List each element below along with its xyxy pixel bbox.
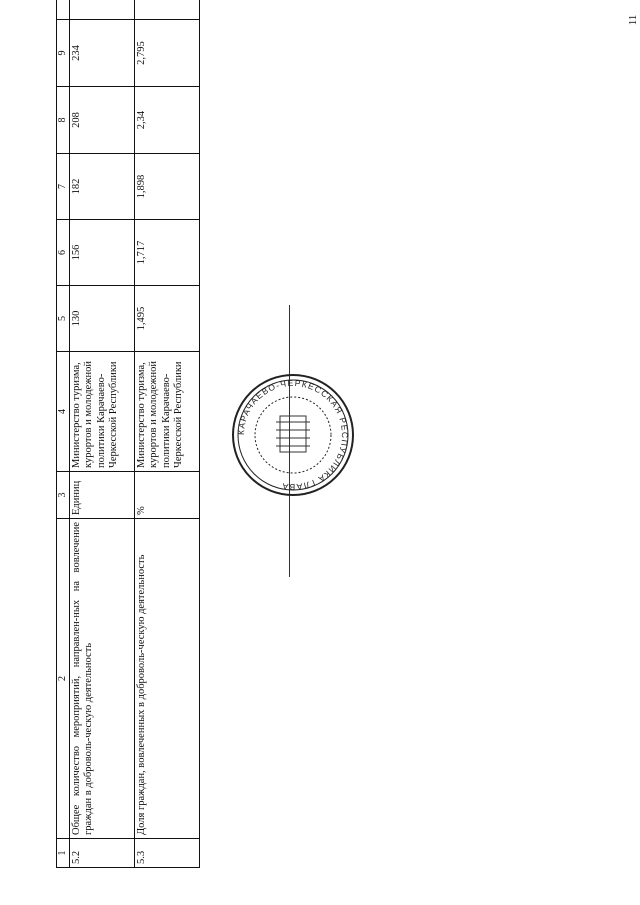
unit-cell: Единиц	[70, 472, 135, 519]
executor-cell: Министерство туризма, курортов и молодежной политики Карачаево-Черкесской Республики	[70, 352, 135, 472]
value-cell: 156	[70, 220, 135, 286]
table-row	[70, 0, 135, 868]
header-cell: 3	[57, 472, 70, 519]
value-cell: 130	[70, 286, 135, 352]
value-cell: 208	[70, 87, 135, 154]
table-header-row	[57, 0, 70, 868]
header-cell: 6	[57, 220, 70, 286]
seal-center-ring	[255, 397, 331, 473]
indicators-table	[56, 0, 200, 868]
header-cell: 5	[57, 286, 70, 352]
value-cell: 1,898	[135, 154, 200, 220]
header-cell: 2	[57, 519, 70, 839]
header-cell: 9	[57, 20, 70, 87]
row-number: 5.3	[135, 839, 200, 868]
indicator-name: Общее количество мероприятий, направлен-ных на вовлечение граждан в доброволь-ческую деятельность	[70, 519, 135, 839]
page-number: 11	[627, 14, 639, 26]
executor-cell: Министерство туризма, курортов и молодежной политики Карачаево-Черкесской Республики	[135, 352, 200, 472]
rotated-table-wrapper	[56, 11, 200, 868]
unit-cell: %	[135, 472, 200, 519]
value-cell	[70, 0, 135, 20]
header-cell	[57, 0, 70, 20]
header-cell: 8	[57, 87, 70, 154]
value-cell: 1,717	[135, 220, 200, 286]
seal-emblem	[276, 416, 310, 452]
value-cell: 2,34	[135, 87, 200, 154]
value-cell: 1,495	[135, 286, 200, 352]
value-cell	[135, 0, 200, 20]
value-cell: 2,795	[135, 20, 200, 87]
indicator-name: Доля граждан, вовлеченных в доброволь-ческую деятельность	[135, 519, 200, 839]
header-cell: 7	[57, 154, 70, 220]
value-cell: 182	[70, 154, 135, 220]
value-cell: 234	[70, 20, 135, 87]
table-row	[135, 0, 200, 868]
seal-text	[236, 378, 350, 492]
official-seal	[228, 372, 358, 498]
header-cell: 1	[57, 839, 70, 868]
header-cell: 4	[57, 352, 70, 472]
seal-outer-ring	[233, 375, 353, 495]
row-number: 5.2	[70, 839, 135, 868]
seal-ring-text: КАРАЧАЕВО-ЧЕРКЕССКАЯ РЕСПУБЛИКА ГЛАВА	[235, 377, 351, 493]
